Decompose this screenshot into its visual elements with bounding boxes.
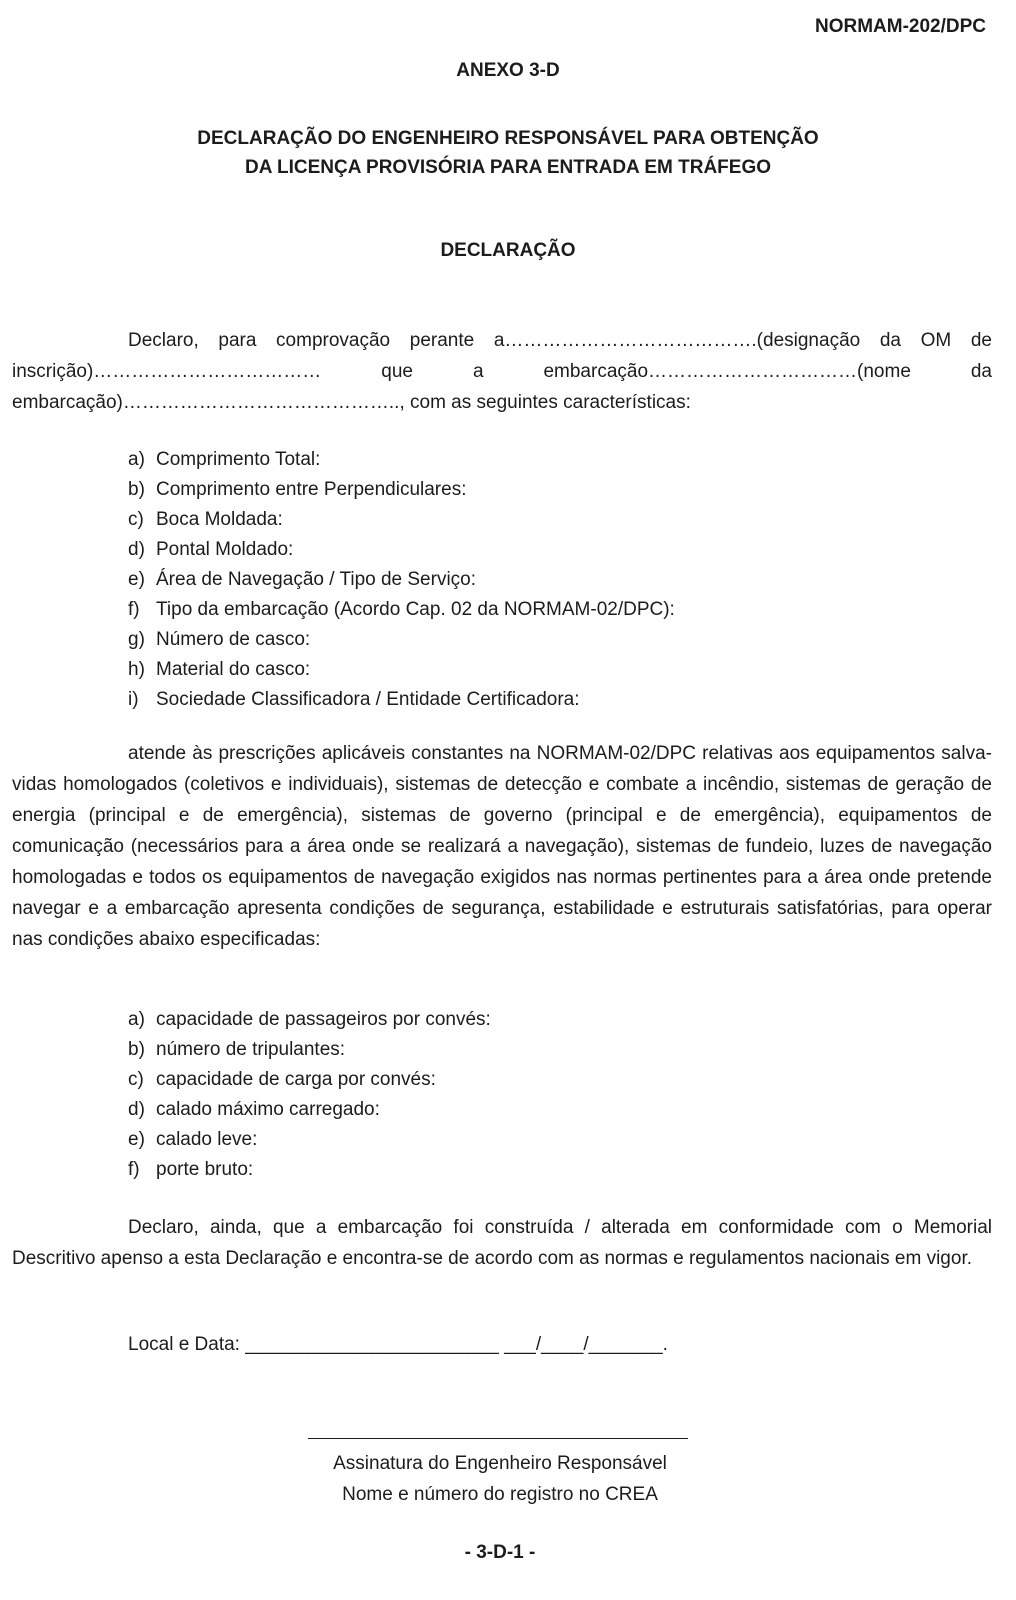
signature-block — [0, 1448, 1000, 1510]
list-item: d) calado máximo carregado: — [128, 1099, 380, 1120]
page-number: - 3-D-1 - — [464, 1542, 536, 1563]
crea-registration-caption: Nome e número do registro no CREA — [342, 1484, 658, 1505]
title-line-2: DA LICENÇA PROVISÓRIA PARA ENTRADA EM TRÁFEGO — [244, 157, 772, 178]
list-item: e) calado leve: — [128, 1129, 258, 1150]
intro-paragraph — [12, 325, 992, 418]
list-item: i) Sociedade Classificadora / Entidade Certificadora: — [128, 689, 580, 710]
list-item: b) Comprimento entre Perpendiculares: — [128, 479, 467, 500]
annex-label: ANEXO 3-D — [456, 60, 560, 81]
list-item: c) Boca Moldada: — [128, 509, 283, 530]
list-item: a) Comprimento Total: — [128, 449, 321, 470]
list-item: e) Área de Navegação / Tipo de Serviço: — [128, 569, 477, 590]
declaration-heading: DECLARAÇÃO — [440, 240, 576, 261]
signature-line — [308, 1438, 688, 1439]
closing-text: Declaro, ainda, que a embarcação foi construída / alterada em conformidade com o Memorial Descritivo apenso a esta Declaração e encontra-se de acordo com as normas e regulamentos nacionais em vigor. — [12, 1217, 992, 1269]
local-date-field: Local e Data: ________________________ ___/____/_______. — [128, 1334, 668, 1355]
list-item: c) capacidade de carga por convés: — [128, 1069, 436, 1090]
body-text: atende às prescrições aplicáveis constantes na NORMAM-02/DPC relativas aos equipamentos salva-vidas homologados (coletivos e individuais), sistemas de detecção e combate a incêndio, sistemas de geração de energia (principal e de emergência), sistemas de governo (principal e de emergência), equipamentos de comunicação (necessários para a área onde se realizará a navegação), sistemas de fundeio, luzes de navegação homologadas e todos os equipamentos de navegação exigidos nas normas pertinentes para a área onde pretende navegar e a embarcação apresenta condições de segurança, estabilidade e estruturais satisfatórias, para operar nas condições abaixo especificadas: — [12, 743, 992, 950]
intro-text: Declaro, para comprovação perante a………………………………….(designação da OM de inscrição)……………………………… que a embarcação……………………………(nome da embarcação)…………………………………….., com as seguintes características: — [12, 330, 992, 413]
list-item: a) capacidade de passageiros por convés: — [128, 1009, 491, 1030]
list-item: f) porte bruto: — [128, 1159, 254, 1180]
document-title — [0, 124, 1016, 182]
list-item: b) número de tripulantes: — [128, 1039, 346, 1060]
title-line-1: DECLARAÇÃO DO ENGENHEIRO RESPONSÁVEL PARA OBTENÇÃO — [197, 128, 819, 149]
list-item: h) Material do casco: — [128, 659, 311, 680]
characteristics-list — [128, 445, 675, 715]
body-paragraph — [12, 738, 992, 955]
list-item: d) Pontal Moldado: — [128, 539, 294, 560]
list-item: f) Tipo da embarcação (Acordo Cap. 02 da NORMAM-02/DPC): — [128, 599, 675, 620]
document-code: NORMAM-202/DPC — [814, 16, 986, 37]
list-item: g) Número de casco: — [128, 629, 311, 650]
signature-caption: Assinatura do Engenheiro Responsável — [333, 1453, 667, 1474]
closing-paragraph — [12, 1212, 992, 1274]
conditions-list — [128, 1005, 491, 1185]
